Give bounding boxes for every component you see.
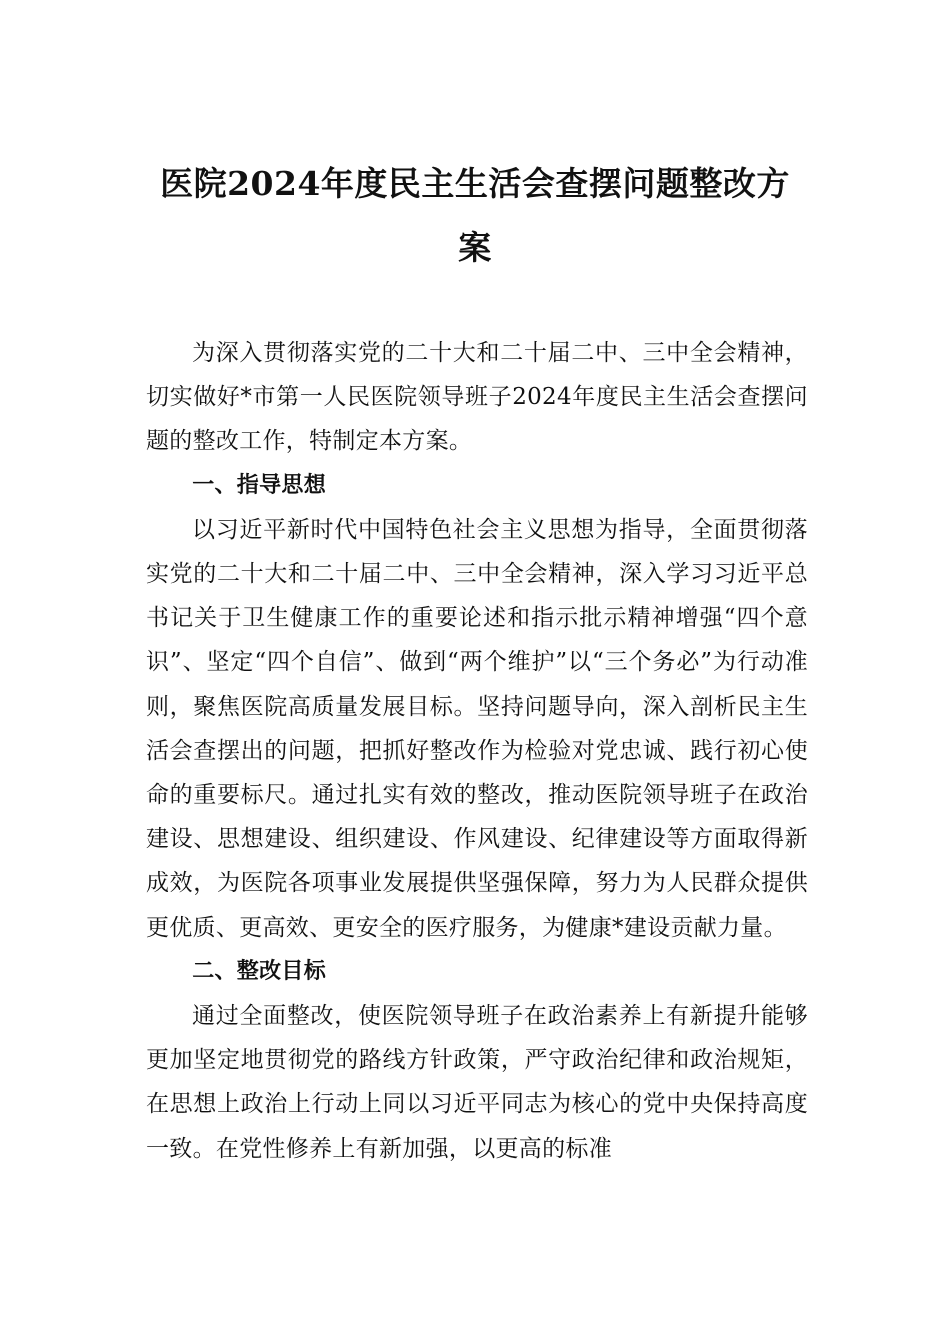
document-body: [146, 331, 808, 1171]
section-paragraph-rectification-goals: 通过全面整改，使医院领导班子在政治素养上有新提升能够更加坚定地贯彻党的路线方针政策，严守政治纪律和政治规矩，在思想上政治上行动上同以习近平同志为核心的党中央保持高度一致。在党性修养上有新加强，以更高的标准: [146, 1003, 808, 1162]
intro-paragraph: 为深入贯彻落实党的二十大和二十届二中、三中全会精神，切实做好*市第一人民医院领导班子2024年度民主生活会查摆问题的整改工作，特制定本方案。: [146, 340, 808, 455]
section-heading-guiding-ideology: 一、指导思想: [192, 472, 326, 498]
section-heading-rectification-goals: 二、整改目标: [192, 958, 326, 984]
document-title: 医院2024年度民主生活会查摆问题整改方案: [160, 164, 790, 267]
section-paragraph-guiding-ideology: 以习近平新时代中国特色社会主义思想为指导，全面贯彻落实党的二十大和二十届二中、三中全会精神，深入学习习近平总书记关于卫生健康工作的重要论述和指示批示精神增强“四个意识”、坚定“四个自信”、做到“两个维护”以“三个务必”为行动准则，聚焦医院高质量发展目标。坚持问题导向，深入剖析民主生活会查摆出的问题，把抓好整改作为检验对党忠诚、践行初心使命的重要标尺。通过扎实有效的整改，推动医院领导班子在政治建设、思想建设、组织建设、作风建设、纪律建设等方面取得新成效，为医院各项事业发展提供坚强保障，努力为人民群众提供更优质、更高效、更安全的医疗服务，为健康*建设贡献力量。: [146, 516, 808, 941]
